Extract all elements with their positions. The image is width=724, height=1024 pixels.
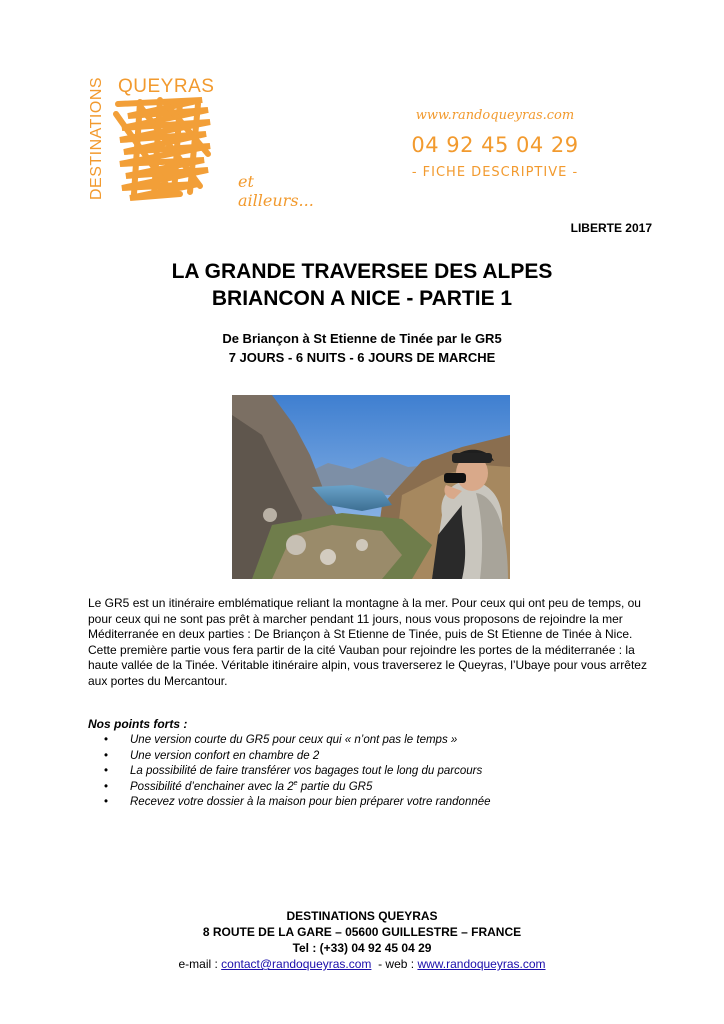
intro-text (88, 596, 648, 689)
strong-point-item: • Une version courte du GR5 pour ceux qui « n’ont pas le temps » (104, 733, 644, 749)
intro-paragraph-1: Le GR5 est un itinéraire emblématique reliant la montagne à la mer. Pour ceux qui ont peu de temps, ou pour ceux qui ne sont pas prêt à marcher pendant 11 jours, nous vous proposons de rejoindre la mer Méditerranée en deux parties : De Briançon à St Etienne de Tinée, puis de St Etienne de Tinée à Nice. (88, 596, 641, 641)
main-title-line-2: BRIANCON A NICE - PARTIE 1 (211, 287, 513, 310)
subtitle (0, 329, 724, 367)
header-phone: 04 92 45 04 29 (411, 133, 579, 157)
hiker-mountain-photo (232, 395, 510, 579)
strong-point-text: Possibilité d’enchainer avec la 2 (130, 780, 294, 793)
main-title (0, 258, 724, 312)
logo-queyras-text: QUEYRAS (118, 76, 215, 97)
main-title-line-1: LA GRANDE TRAVERSEE DES ALPES (171, 260, 553, 283)
header-fiche-descriptive: - FICHE DESCRIPTIVE - (411, 165, 579, 180)
footer (0, 908, 724, 972)
strong-point-item (104, 780, 644, 796)
intro-paragraph-2: Cette première partie vous fera partir de la cité Vauban pour rejoindre les portes de la méditerranée : la haute vallée de la Tinée. Véritable itinéraire alpin, vous traverserez le Queyras, l’Ubaye pour vous arrêtez aux portes du Mercantour. (88, 642, 647, 688)
email-label: e-mail : (178, 957, 222, 971)
logo-destinations-text: DESTINATIONS (88, 76, 105, 200)
footer-company: DESTINATIONS QUEYRAS (286, 909, 438, 923)
email-link[interactable]: contact@randoqueyras.com (221, 957, 372, 971)
strong-points-title: Nos points forts : (88, 717, 188, 731)
web-label: - web : (371, 957, 418, 971)
footer-address: 8 ROUTE DE LA GARE – 05600 GUILLESTRE – FRANCE (202, 925, 522, 939)
year-tag: LIBERTE 2017 (570, 221, 652, 235)
superscript: e (293, 779, 298, 787)
strong-point-item: • La possibilité de faire transférer vos bagages tout le long du parcours (104, 764, 644, 780)
web-link[interactable]: www.randoqueyras.com (417, 957, 546, 971)
header-contact (370, 108, 620, 180)
strong-point-item: • Recevez votre dossier à la maison pour bien préparer votre randonnée (104, 795, 644, 811)
strong-point-item: • Une version confort en chambre de 2 (104, 749, 644, 765)
strong-point-text: partie du GR5 (297, 780, 373, 793)
company-logo (88, 74, 318, 210)
subtitle-line-1: De Briançon à St Etienne de Tinée par le GR5 (222, 331, 502, 346)
subtitle-line-2: 7 JOURS - 6 NUITS - 6 JOURS DE MARCHE (228, 350, 496, 365)
logo-ailleurs-text: et ailleurs... (238, 172, 314, 210)
footer-links (0, 956, 724, 972)
header-site-url[interactable]: www.randoqueyras.com (415, 108, 575, 123)
strong-points-list (104, 733, 644, 811)
footer-tel: Tel : (+33) 04 92 45 04 29 (292, 941, 432, 955)
